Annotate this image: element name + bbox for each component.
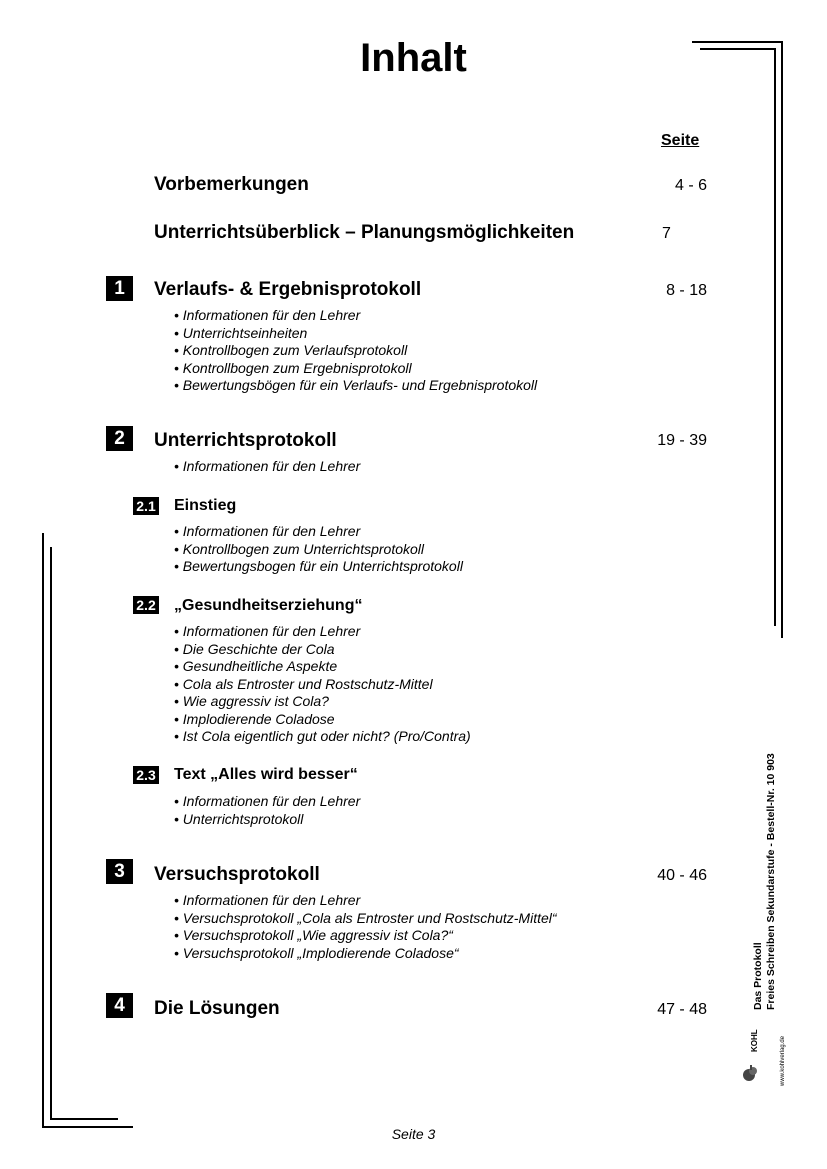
toc-page-unterrichtsueberblick: 7 <box>662 225 671 242</box>
list-item: • Informationen für den Lehrer <box>174 307 361 323</box>
page-title: Inhalt <box>360 36 467 80</box>
chapter-pages: 8 - 18 <box>666 282 707 299</box>
list-item: • Kontrollbogen zum Ergebnisprotokoll <box>174 359 412 376</box>
chapter-number-badge: 3 <box>106 859 133 884</box>
page-footer: Seite 3 <box>391 1126 436 1142</box>
list-item: • Kontrollbogen zum Verlaufsprotokoll <box>174 342 408 358</box>
list-item: • Bewertungsbögen für ein Verlaufs- und Ergebnisprotokoll <box>174 377 538 393</box>
chapter-number-badge: 4 <box>106 993 133 1018</box>
toc-entry-vorbemerkungen: Vorbemerkungen <box>154 174 309 195</box>
list-item: • Gesundheitliche Aspekte <box>174 658 338 674</box>
toc-page-vorbemerkungen: 4 - 6 <box>674 177 707 194</box>
subsection-title: Einstieg <box>174 497 237 514</box>
list-item: • Cola als Entroster und Rostschutz-Mittel <box>174 675 433 692</box>
subsection-item-list <box>174 623 471 746</box>
publisher-logo <box>740 1022 790 1088</box>
chapter-item-list <box>174 307 537 395</box>
sidebar-line-title: Das Protokoll <box>752 942 764 1010</box>
toc-entry-unterrichtsueberblick: Unterrichtsüberblick – Planungsmöglichkeiten <box>154 222 575 243</box>
list-item: • Implodierende Coladose <box>174 710 335 727</box>
list-item: • Unterrichtsprotokoll <box>174 810 304 827</box>
frame-right-line-outer <box>781 41 783 638</box>
list-item: • Versuchsprotokoll „Cola als Entroster und Rostschutz-Mittel“ <box>174 909 557 926</box>
chapter-pages: 40 - 46 <box>657 867 707 884</box>
chapter-title: Unterrichtsprotokoll <box>154 430 337 451</box>
list-item: • Informationen für den Lehrer <box>174 623 361 639</box>
subsection-number-badge: 2.3 <box>133 766 159 784</box>
chapter-pages: 47 - 48 <box>657 1001 707 1018</box>
list-item: • Wie aggressiv ist Cola? <box>174 693 329 709</box>
frame-left-line-outer <box>42 533 44 1128</box>
subsection-item-list <box>174 523 463 576</box>
list-item: • Die Geschichte der Cola <box>174 640 335 657</box>
chapter-number-badge: 2 <box>106 426 133 451</box>
publisher-name: KOHL <box>750 1029 759 1052</box>
list-item: • Informationen für den Lehrer <box>174 892 361 908</box>
frame-right-line-inner <box>774 48 776 626</box>
list-item: • Versuchsprotokoll „Wie aggressiv ist Cola?“ <box>174 927 453 943</box>
subsection-item-list <box>174 793 360 828</box>
sidebar-series-info <box>752 753 778 1010</box>
list-item: • Ist Cola eigentlich gut oder nicht? (Pro/Contra) <box>174 728 471 744</box>
chapter-title: Versuchsprotokoll <box>154 864 320 885</box>
chapter-item-list <box>174 892 557 962</box>
list-item: • Versuchsprotokoll „Implodierende Coladose“ <box>174 944 459 961</box>
chapter-pages: 19 - 39 <box>657 432 707 449</box>
subsection-number-badge: 2.2 <box>133 596 159 614</box>
list-item: • Unterrichtseinheiten <box>174 324 308 341</box>
frame-left-line-inner <box>50 547 52 1120</box>
subsection-title: „Gesundheitserziehung“ <box>174 597 363 614</box>
subsection-number-badge: 2.1 <box>133 497 159 515</box>
page-column-header: Seite <box>661 132 700 149</box>
subsection-title: Text „Alles wird besser“ <box>174 766 358 783</box>
chapter-item-list <box>174 458 360 476</box>
publisher-url: www.kohlverlag.de <box>780 1035 786 1086</box>
chapter-title: Verlaufs- & Ergebnisprotokoll <box>154 279 422 300</box>
chapter-number-badge: 1 <box>106 276 133 301</box>
list-item: • Informationen für den Lehrer <box>174 458 361 474</box>
chapter-title: Die Lösungen <box>154 998 280 1019</box>
list-item: • Informationen für den Lehrer <box>174 523 361 539</box>
frame-bottom-line-inner <box>50 1118 118 1120</box>
sidebar-line-order: Freies Schreiben Sekundarstufe - Bestell-Nr. 10 903 <box>765 753 777 1010</box>
list-item: • Bewertungsbogen für ein Unterrichtsprotokoll <box>174 558 463 574</box>
list-item: • Informationen für den Lehrer <box>174 793 361 809</box>
list-item: • Kontrollbogen zum Unterrichtsprotokoll <box>174 540 425 557</box>
